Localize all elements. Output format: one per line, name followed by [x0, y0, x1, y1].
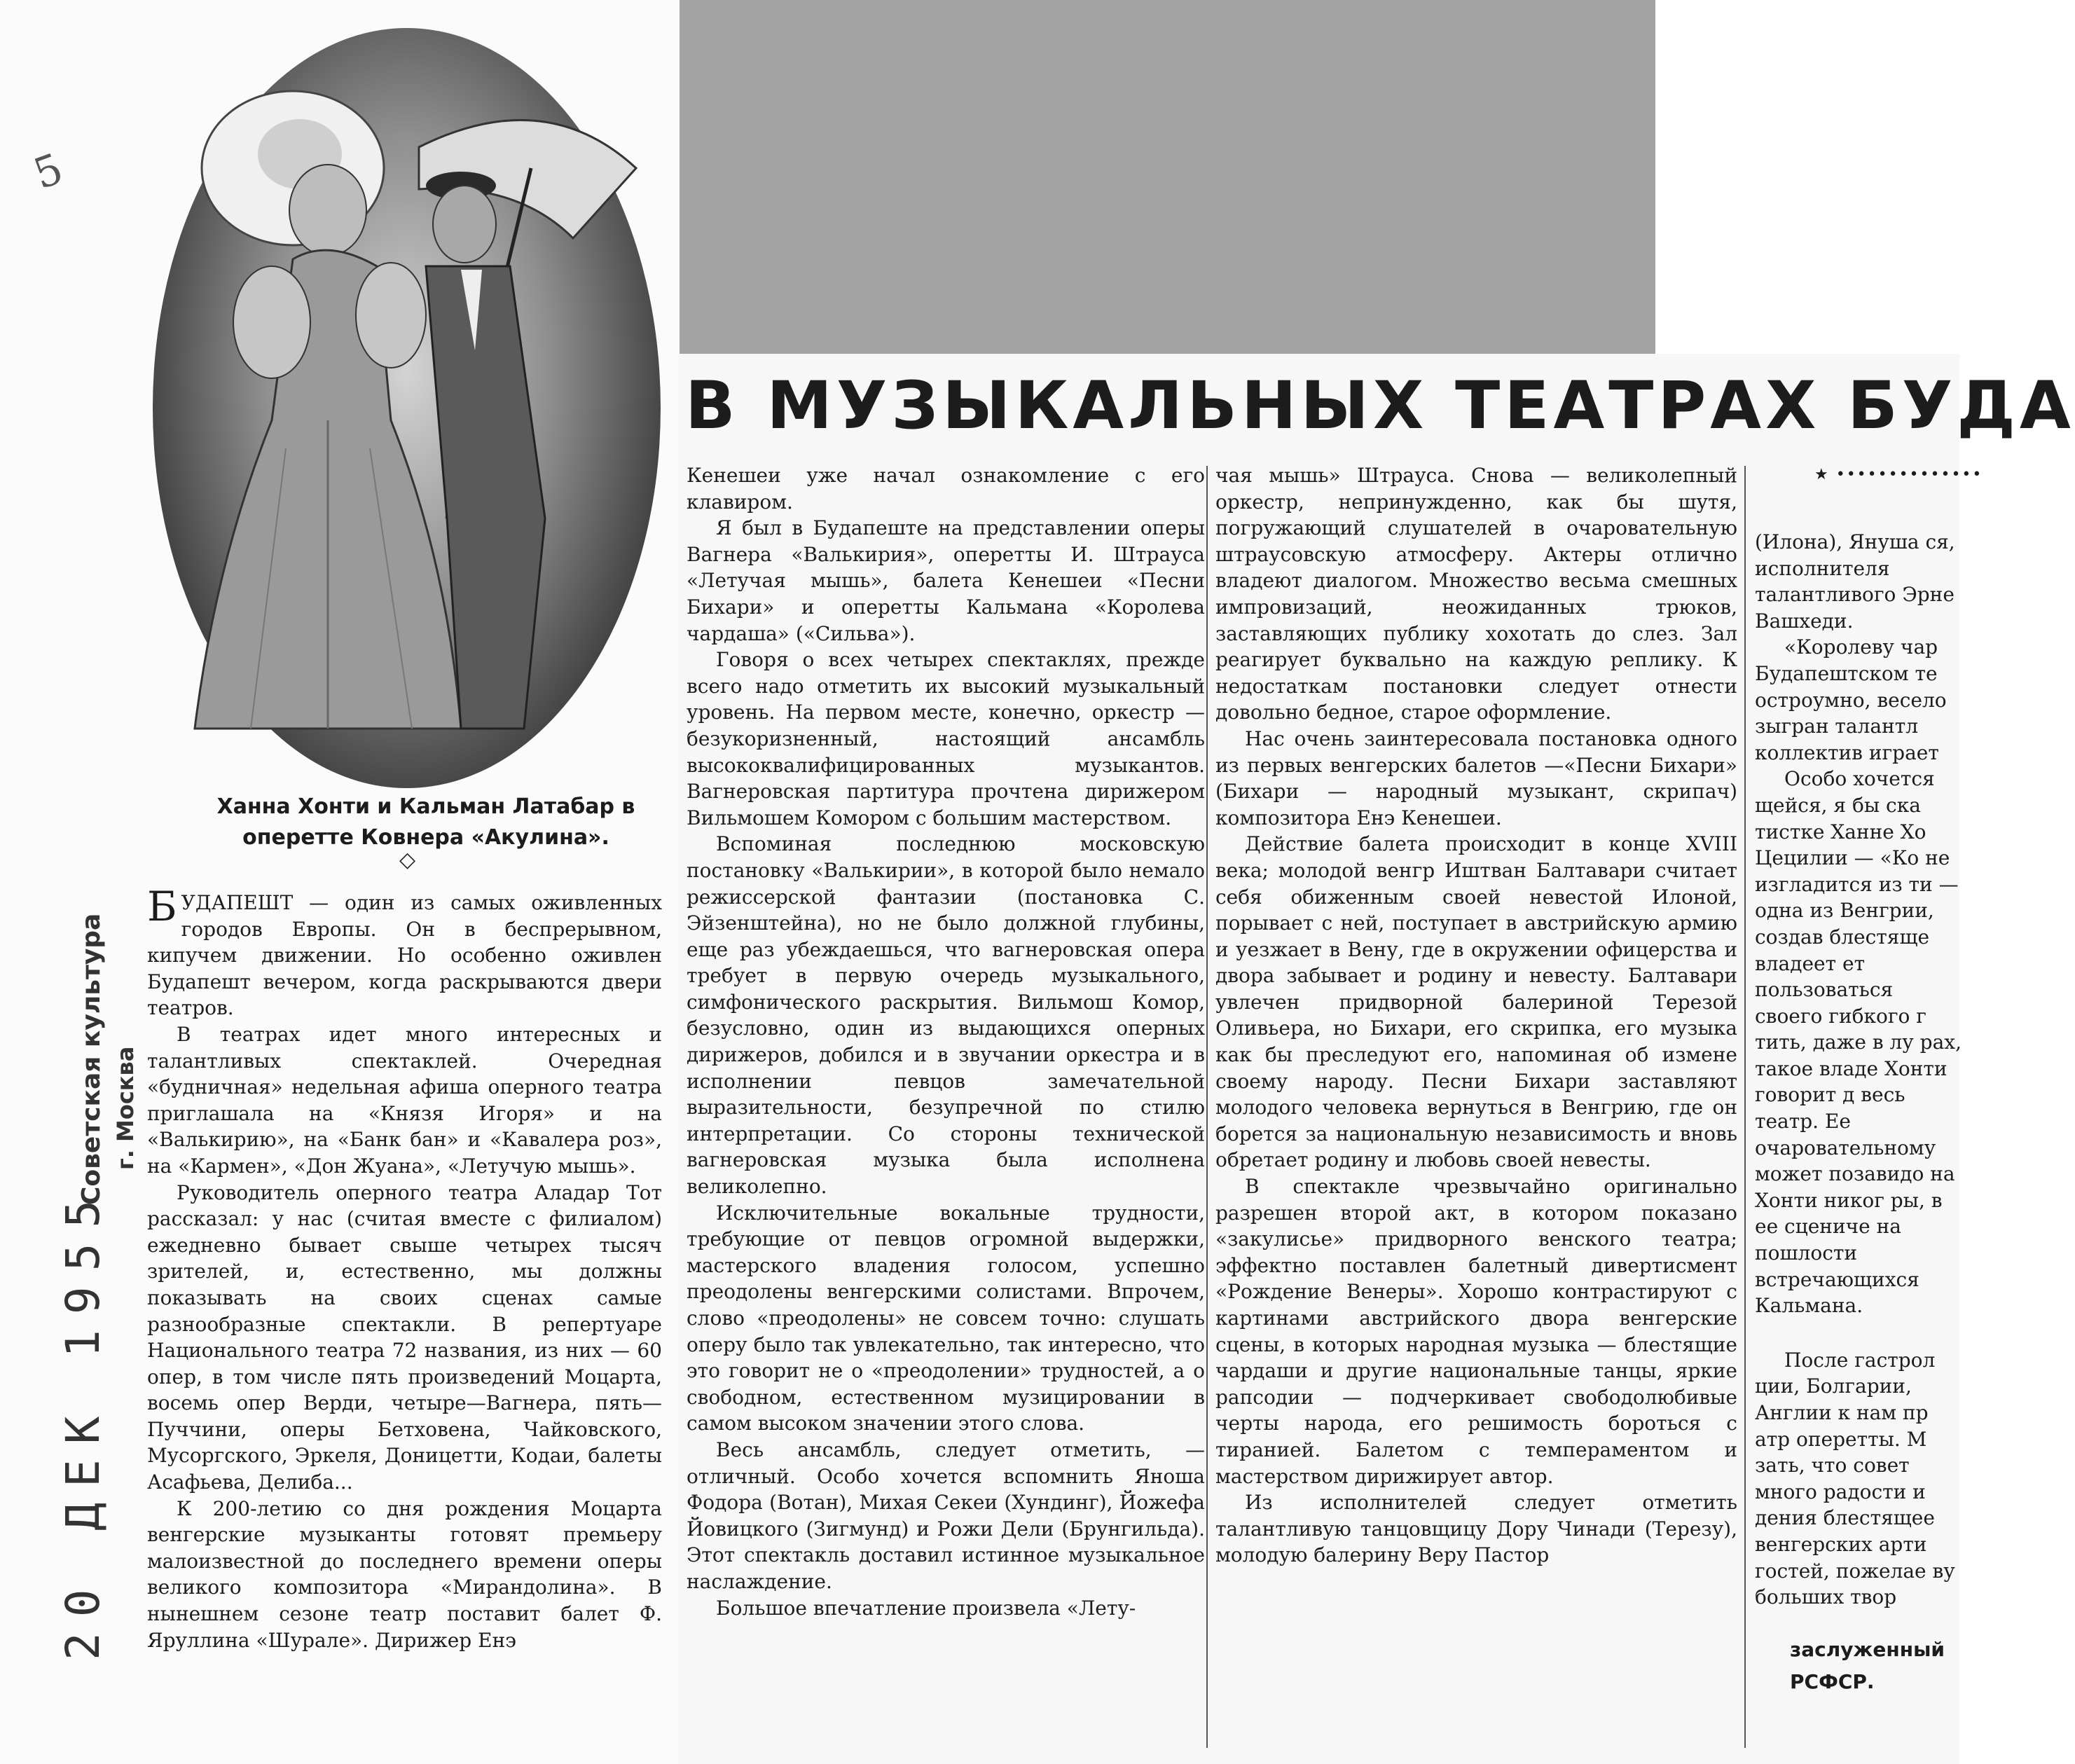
- date-stamp: 20 ДЕК 1955: [56, 1184, 110, 1660]
- photo-caption: Ханна Хонти и Кальман Латабар в оперетте Ковнера «Акулина».: [216, 794, 635, 850]
- paragraph: Весь ансамбль, следует отметить, — отличный. Особо хочется вспомнить Яноша Фодора (Вотан), Михая Секеи (Хундинг), Йожефа Йовицкого (Зигмунд) и Рожи Дели (Брунгильда). Этот спектакль доставил истинное музыкальное наслаждение.: [687, 1438, 1205, 1593]
- paragraph: Большое впечатление произвела «Лету-: [716, 1596, 1136, 1620]
- paragraph-text: УДАПЕШТ — один из самых оживленных городов Европы. Он в беспрерывном, кипучем движении. Но особенно оживлен Будапешт вечером, когда раскрываются двери театров.: [147, 891, 662, 1020]
- paragraph: чая мышь» Штрауса. Снова — великолепный оркестр, непринужденно, как бы шутя, погружающий слушателей в очаровательную штраусовскую атмосферу. Актеры отлично владеют диалогом. Множество весьма смешных импровизаций, неожиданных трюков, заставляющих публику хохотать до слез. Зал реагирует буквально на каждую реплику. К недостаткам постановки следует отнести довольно бедное, старое оформление.: [1215, 464, 1737, 724]
- paragraph: Кенешеи уже начал ознакомление с его клавиром.: [687, 464, 1205, 514]
- paragraph: Действие балета происходит в конце XVIII века; молодой венгр Иштван Балтавари считает себя обиженным своей невестой Илоной, порывает с ней, поступает в австрийскую армию и уезжает в Вену, где в окружении офицерства и двора забывает и родину и невесту. Балтавари увлечен придворной балериной Терезой Оливьера, но Бихари, его скрипка, его музыка как бы преследуют его, напоминая об измене своему народу. Песни Бихари заставляют молодого человека вернуться в Венгрию, где он борется за национальную независимость и вновь обретает родину и любовь своей невесты.: [1215, 832, 1737, 1172]
- paragraph: [147, 883, 662, 1021]
- article-column-2: [687, 462, 1205, 1621]
- pencil-mark: 5: [27, 144, 70, 200]
- author-signature: [1790, 1634, 1945, 1698]
- source-stamp: [35, 848, 139, 1205]
- photo-figures-illustration: [153, 28, 661, 788]
- column-divider: [1744, 466, 1746, 1748]
- article-column-1: [147, 883, 662, 1653]
- stamp-city: г. Москва: [112, 1046, 139, 1170]
- stamp-newspaper-name: Советская культура: [77, 913, 106, 1205]
- signature-org: РСФСР.: [1790, 1670, 1875, 1693]
- drop-cap: Б: [147, 883, 177, 930]
- paragraph: В театрах идет много интересных и талантливых спектаклей. Очередная «будничная» недельная афиша оперного театра приглашала на «Князя Игоря» и на «Валькирию», на «Банк бан» и «Кавалера роз», на «Кармен», «Дон Жуана», «Летучую мышь».: [147, 1022, 662, 1178]
- paragraph: «Королеву чар Будапештском те остроумно, весело зыгран талантл коллектив играет: [1755, 635, 1947, 764]
- caption-ornament: ◇: [399, 848, 416, 872]
- paragraph: Нас очень заинтересовала постановка одного из первых венгерских балетов —«Песни Бихари» (Бихари — народный музыкант, скрипач) композитора Енэ Кенешеи.: [1215, 726, 1737, 829]
- paragraph: К 200-летию со дня рождения Моцарта венгерские музыканты готовят премьеру малоизвестной до последнего времени оперы великого композитора «Мирандолина». В нынешнем сезоне театр поставит балет Ф. Яруллина «Шурале». Дирижер Енэ: [147, 1496, 662, 1652]
- article-column-3: [1215, 462, 1737, 1569]
- gray-background-block: [678, 0, 1655, 354]
- section-ornament: ★ ••••••••••••••: [1814, 466, 1983, 483]
- paragraph: Руководитель оперного театра Аладар Тот рассказал: у нас (считая вместе с филиалом) ежедневно бывает свыше четырех тысяч зрителей, и, естественно, мы должны показывать на своих сценах самые разнообразные спектакли. В репертуаре Национального театра 72 названия, из них — 60 опер, в том числе пять произведений Моцарта, восемь опер Верди, четыре—Вагнера, пять—Пуччини, оперы Бетховена, Чайковского, Мусоргского, Эркеля, Доницетти, Кодаи, балеты Асафьева, Делиба...: [147, 1180, 662, 1494]
- paragraph: (Илона), Януша ся, исполнителя талантливого Эрне Вашхеди.: [1755, 530, 1955, 633]
- paragraph: Исключительные вокальные трудности, требующие от певцов огромной выдержки, мастерского владения голосом, успешно преодолены венгерскими солистами. Впрочем, слово «преодолены» не совсем точно: слушать оперу было так увлекательно, так интересно, что это говорит не о «преодолении» трудностей, а о свободном, естественном музицировании в самом высоком значении этого слова.: [687, 1201, 1205, 1435]
- column-divider: [1206, 466, 1208, 1748]
- article-headline: В МУЗЫКАЛЬНЫХ ТЕАТРАХ БУДА: [685, 368, 2075, 444]
- paragraph: Вспоминая последнюю московскую постановку «Валькирии», в которой было немало режиссерской фантазии (постановка С. Эйзенштейна), но не было должной глубины, еще раз убеждаешься, что вагнеровская опера требует в первую очередь музыкального, симфонического раскрытия. Вильмош Комор, безусловно, один из выдающихся оперных дирижеров, добился и в звучании оркестра и в исполнении певцов замечательной выразительности, безупречной по стилю интерпретации. Со стороны технической вагнеровская музыка была исполнена великолепно.: [687, 832, 1205, 1199]
- paragraph: Из исполнителей следует отметить талантливую танцовщицу Дору Чинади (Терезу), молодую балерину Веру Пастор: [1215, 1491, 1737, 1567]
- oval-photo: [153, 28, 661, 788]
- article-column-4: [1755, 529, 1962, 1611]
- paragraph: Я был в Будапеште на представлении оперы Вагнера «Валькирия», оперетты И. Штрауса «Летучая мышь», балета Кенешеи «Песни Бихари» и оперетты Кальмана «Королева чардаша» («Сильва»).: [687, 516, 1205, 645]
- paragraph: Говоря о всех четырех спектаклях, прежде всего надо отметить их высокий музыкальный уровень. На первом месте, конечно, оркестр — безукоризненный, настоящий ансамбль высококвалифицированных музыкантов. Вагнеровская партитура прочтена дирижером Вильмошем Комором с большим мастерством.: [687, 648, 1205, 829]
- paragraph: Особо хочется щейся, я бы ска тистке Ханне Хо Цецилии — «Ко не изгладится из ти — одна из Венгрии, создав блестяще владеет ет пользоваться своего гибкого г тить, даже в лу рах, такое владе Хонти говорит д весь театр. Ее очаровательному может позавидо на Хонти никог ры, в ее сцениче на пошлости встречающихся Кальмана.: [1755, 767, 1962, 1318]
- paragraph: После гастрол ции, Болгарии, Англии к нам пр атр оперетты. М зать, что совет много радости и дения блестящее венгерских арти гостей, пожелае ву больших твор: [1755, 1348, 1955, 1609]
- paragraph: В спектакле чрезвычайно оригинально разрешен второй акт, в котором показано «закулисье» придворного венского театра; эффектно поставлен балетный дивертисмент «Рождение Венеры». Хорошо контрастируют с картинами австрийского двора венгерские сцены, в которых народная музыка — блестящие чардаши и другие национальные танцы, яркие рапсодии — подчеркивает свободолюбивые черты народа, его решимость бороться с тиранией. Балетом с темпераментом и мастерством дирижирует автор.: [1215, 1175, 1737, 1488]
- signature-title: заслуженный: [1790, 1638, 1945, 1661]
